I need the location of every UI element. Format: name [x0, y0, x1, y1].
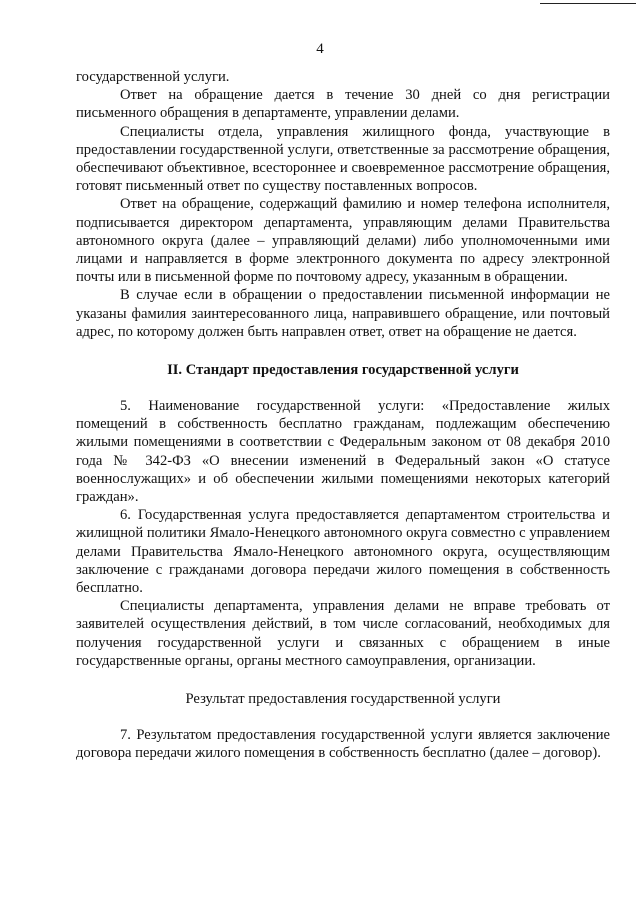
subheading-result: Результат предоставления государственной услуги: [185, 691, 501, 708]
paragraph-no-response: В случае если в обращении о предоставлении письменной информации не указаны фамилия заинтересованного лица, направившего обращение, или почтовый адрес, по которому должен быть направлен ответ, ответ на обращение не дается.: [76, 287, 610, 340]
paragraph-continuation: государственной услуги.: [76, 69, 230, 85]
paragraph-item-5: 5. Наименование государственной услуги: «Предоставление жилых помещений в собственность бесплатно гражданам, подлежащим обеспечению жилыми помещениями в соответствии с Федеральным законом от 08 декабря 2010 года № 342-ФЗ «О внесении изменений в Федеральный закон «О статусе военнослужащих» и об обеспечении жилыми помещениями некоторых категорий граждан».: [76, 398, 610, 506]
paragraph-response-term: Ответ на обращение дается в течение 30 дней со дня регистрации письменного обращения в департаменте, управлении делами.: [76, 87, 610, 122]
paragraph-specialists: Специалисты отдела, управления жилищного фонда, участвующие в предоставлении государственной услуги, ответственные за рассмотрение обращения, обеспечивают объективное, всестороннее и своевременное рассмотрение обращения, готовят письменный ответ по существу поставленных вопросов.: [76, 123, 610, 195]
top-rule: [540, 3, 636, 4]
paragraph-specialists-restriction: Специалисты департамента, управления делами не вправе требовать от заявителей осуществления действий, в том числе согласований, необходимых для получения государственной услуги и связанных с обращением в иные государственные органы, органы местного самоуправления, организации.: [76, 598, 610, 669]
page-number: 4: [316, 41, 324, 57]
section-heading: II. Стандарт предоставления государственной услуги: [167, 362, 519, 379]
paragraph-response-signing: Ответ на обращение, содержащий фамилию и номер телефона исполнителя, подписывается директором департамента, управляющим делами Правительства автономного округа (далее – управляющий делами) либо уполномоченными ими лицами и направляется в форме электронного документа по адресу электронной почты или в письменной форме по почтовому адресу, указанным в обращении.: [76, 196, 610, 286]
paragraph-item-7: 7. Результатом предоставления государственной услуги является заключение договора передачи жилого помещения в собственность бесплатно (далее – договор).: [76, 727, 610, 762]
document-body: [76, 68, 610, 763]
paragraph-item-6: 6. Государственная услуга предоставляется департаментом строительства и жилищной политики Ямало-Ненецкого автономного округа совместно с управлением делами Правительства Ямало-Ненецкого автономного округа, осуществляющим заключение с гражданами договора передачи жилого помещения в собственность бесплатно.: [76, 507, 610, 597]
